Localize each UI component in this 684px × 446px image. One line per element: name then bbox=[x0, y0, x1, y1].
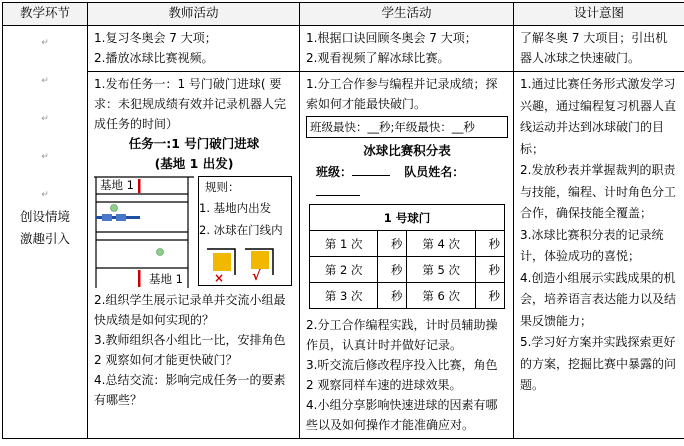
right-mark: √ bbox=[252, 269, 261, 284]
attempt-time: 秒 bbox=[378, 283, 407, 309]
attempt-time: 秒 bbox=[475, 257, 504, 283]
puck-marker bbox=[116, 214, 126, 221]
lesson-table bbox=[2, 2, 684, 439]
design-item-1: 1.通过比赛任务形式激发学习兴趣，通过编程复习机器人直线运动并达到冰球破门的目标； bbox=[520, 77, 677, 156]
base-label-top: 基地 1 bbox=[100, 178, 134, 192]
return-mark: ↵ bbox=[41, 76, 49, 86]
gate-header: 1 号球门 bbox=[310, 205, 505, 231]
teacher-item-4: 4.总结交流：影响完成任务一的要素有哪些？ bbox=[94, 373, 286, 407]
header-stage: 教学环节 bbox=[3, 3, 88, 26]
attempt-time: 秒 bbox=[378, 231, 407, 257]
header-row bbox=[3, 3, 684, 26]
stage-cell bbox=[3, 26, 88, 439]
attempt-time: 秒 bbox=[475, 283, 504, 309]
student-item-4: 4.小组分享影响快速进球的因素有哪些以及如何操作才能准确应对。 bbox=[306, 398, 498, 432]
robot-icon bbox=[111, 205, 118, 212]
puck-wrong bbox=[213, 253, 231, 271]
score-table-title: 冰球比赛积分表 bbox=[363, 143, 451, 158]
header-teacher: 教师活动 bbox=[88, 3, 300, 26]
design-review-text: 了解冬奥 7 大项目；引出机器人冰球之快速破门。 bbox=[520, 31, 668, 65]
student-task-intro: 1.分工合作参与编程并记录成绩；探索如何才能最快破门。 bbox=[306, 77, 498, 111]
student-item-2: 2.分工合作编程实践，计时员辅助操作员，认真计时并做好记录。 bbox=[306, 318, 498, 352]
design-item-3: 3.冰球比赛积分表的记录统计，体验成功的喜悦； bbox=[520, 227, 664, 263]
student-review-2: 2.观看视频了解冰球比赛。 bbox=[306, 51, 450, 65]
goal-post bbox=[138, 270, 141, 287]
score-row bbox=[310, 283, 505, 309]
attempt-label: 第 5 次 bbox=[407, 257, 475, 283]
row-task bbox=[3, 72, 684, 439]
puck-marker bbox=[102, 214, 112, 221]
task-title: 任务一:1 号门破门进球 bbox=[128, 136, 260, 151]
class-blank bbox=[352, 175, 390, 176]
score-row bbox=[310, 257, 505, 283]
wrong-mark: × bbox=[214, 271, 225, 285]
base-label-bottom: 基地 1 bbox=[149, 272, 183, 286]
attempt-label: 第 3 次 bbox=[310, 283, 378, 309]
attempt-label: 第 4 次 bbox=[407, 231, 475, 257]
return-mark: ↵ bbox=[41, 38, 49, 48]
lesson-plan bbox=[2, 2, 682, 444]
score-table bbox=[309, 204, 505, 309]
class-label: 班级： bbox=[316, 165, 353, 179]
return-mark: ↵ bbox=[41, 152, 49, 162]
attempt-label: 第 1 次 bbox=[310, 231, 378, 257]
design-item-2: 2.发放秒表并掌握裁判的职责与技能，编程、计时角色分工合作，确保技能全覆盖； bbox=[520, 163, 677, 220]
student-review-1: 1.根据口诀回顾冬奥会 7 大项； bbox=[306, 31, 477, 45]
header-student: 学生活动 bbox=[300, 3, 514, 26]
header-design: 设计意图 bbox=[514, 3, 684, 26]
teacher-item-3: 3.教师组织各小组比一比，安排角色 2 观察如何才能更快破门？ bbox=[94, 333, 286, 367]
teacher-review-cell bbox=[88, 26, 300, 72]
rule-2: 2. 冰球在门线内 bbox=[199, 223, 283, 237]
student-item-3: 3.听交流后修改程序投入比赛，角色 2 观察同样车速的进球效果。 bbox=[306, 358, 498, 392]
puck-right bbox=[251, 251, 269, 269]
attempt-time: 秒 bbox=[475, 231, 504, 257]
attempt-time: 秒 bbox=[378, 257, 407, 283]
stage-line-1: 创设情境 bbox=[19, 209, 70, 224]
score-row bbox=[310, 231, 505, 257]
design-item-5: 5.学习好方案并实践探索更好的方案，挖掘比赛中暴露的问题。 bbox=[520, 335, 677, 392]
teacher-task-cell bbox=[88, 72, 300, 439]
robot-icon bbox=[157, 249, 164, 256]
teacher-review-2: 2.播放冰球比赛视频。 bbox=[94, 51, 214, 65]
design-review-cell bbox=[514, 26, 684, 72]
student-review-cell bbox=[300, 26, 514, 72]
team-blank bbox=[316, 195, 360, 196]
rules-title: 规则： bbox=[205, 180, 240, 194]
score-table-fields bbox=[306, 162, 508, 202]
attempt-label: 第 2 次 bbox=[310, 257, 378, 283]
rules-box bbox=[198, 176, 292, 286]
attempt-label: 第 6 次 bbox=[407, 283, 475, 309]
team-label: 队员姓名： bbox=[404, 165, 465, 179]
student-task-cell bbox=[300, 72, 514, 439]
field-diagram bbox=[94, 176, 290, 288]
row-review bbox=[3, 26, 684, 72]
fastest-record-box: 班级最快：__秒;年级最快：__秒 bbox=[306, 116, 508, 138]
teacher-task-intro: 1.发布任务一：1 号门破门进球( 要求：未犯规成绩有效并记录机器人完成任务的时间） bbox=[94, 77, 287, 131]
design-item-4: 4.创造小组展示实践成果的机会，培养语言表达能力以及结果反馈能力； bbox=[520, 270, 677, 328]
teacher-item-2: 2.组织学生展示记录单并交流小组最快成绩是如何实现的？ bbox=[94, 293, 286, 327]
goal-post bbox=[138, 179, 141, 193]
design-task-cell bbox=[514, 72, 684, 439]
puck-examples bbox=[199, 245, 291, 283]
teacher-review-1: 1.复习冬奥会 7 大项； bbox=[94, 31, 217, 45]
return-mark: ↵ bbox=[41, 190, 49, 200]
stage-line-2: 激趣引入 bbox=[19, 231, 70, 246]
return-mark: ↵ bbox=[41, 114, 49, 124]
task-subtitle: (基地 1 出发) bbox=[154, 156, 234, 171]
rule-1: 1. 基地内出发 bbox=[199, 201, 272, 215]
